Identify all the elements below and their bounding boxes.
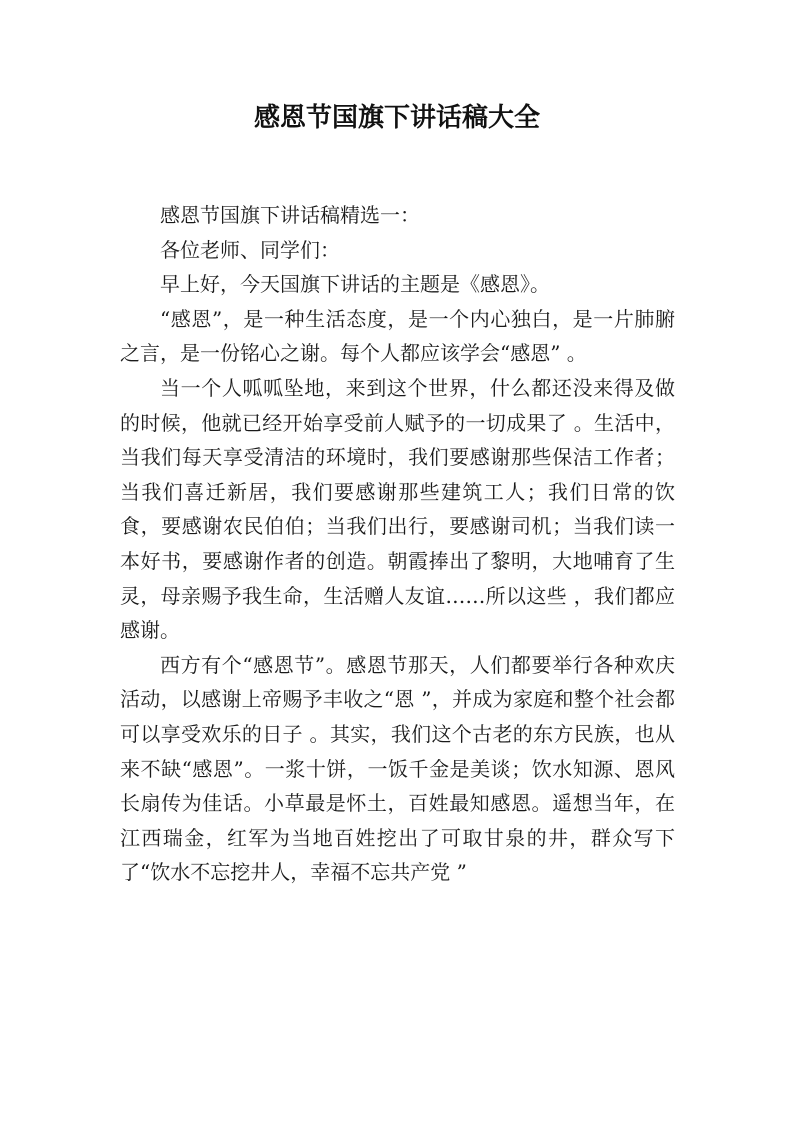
paragraph-greeting: 各位老师、同学们：	[160, 237, 340, 262]
paragraph-gratitude-daily-life: 当一个人呱呱坠地，来到这个世界，什么都还没来得及做的时候，他就已经开始享受前人赋予的一切成果了 。生活中，当我们每天享受清洁的环境时，我们要感谢那些保洁工作者；当我们喜迁新居，我们要感谢那些建筑工人；我们日常的饮食，要感谢农民伯伯；当我们出行，要感谢司机；当我们读一本好书，要感谢作者的创造。朝霞捧出了黎明，大地哺育了生灵，母亲赐予我生命，生活赠人友谊……所以这些 ，我们都应感谢。	[120, 375, 675, 643]
paragraph-thanksgiving: 西方有个“感恩节”。感恩节那天，人们都要举行各种欢庆活动，以感谢上帝赐予丰收之“恩 ”，并成为家庭和整个社会都可以享受欢乐的日子 。其实，我们这个古老的东方民族，也从来不缺“感恩”。一浆十饼，一饭千金是美谈；饮水知源、恩风长扇传为佳话。小草最是怀土，百姓最知感恩。遥想当年，在江西瑞金，红军为当地百姓挖出了可取甘泉的井，群众写下了“饮水不忘挖井人，幸福不忘共产党 ”	[120, 652, 675, 885]
document-title: 感恩节国旗下讲话稿大全	[253, 103, 540, 133]
paragraph-gratitude-definition: “感恩”，是一种生活态度，是一个内心独白，是一片肺腑之言，是一份铭心之谢。每个人都应该学会“感恩” 。	[120, 306, 675, 366]
paragraph-opening: 早上好，今天国旗下讲话的主题是《感恩》。	[160, 272, 550, 297]
paragraph-intro: 感恩节国旗下讲话稿精选一：	[160, 203, 420, 227]
document-body	[120, 198, 675, 890]
